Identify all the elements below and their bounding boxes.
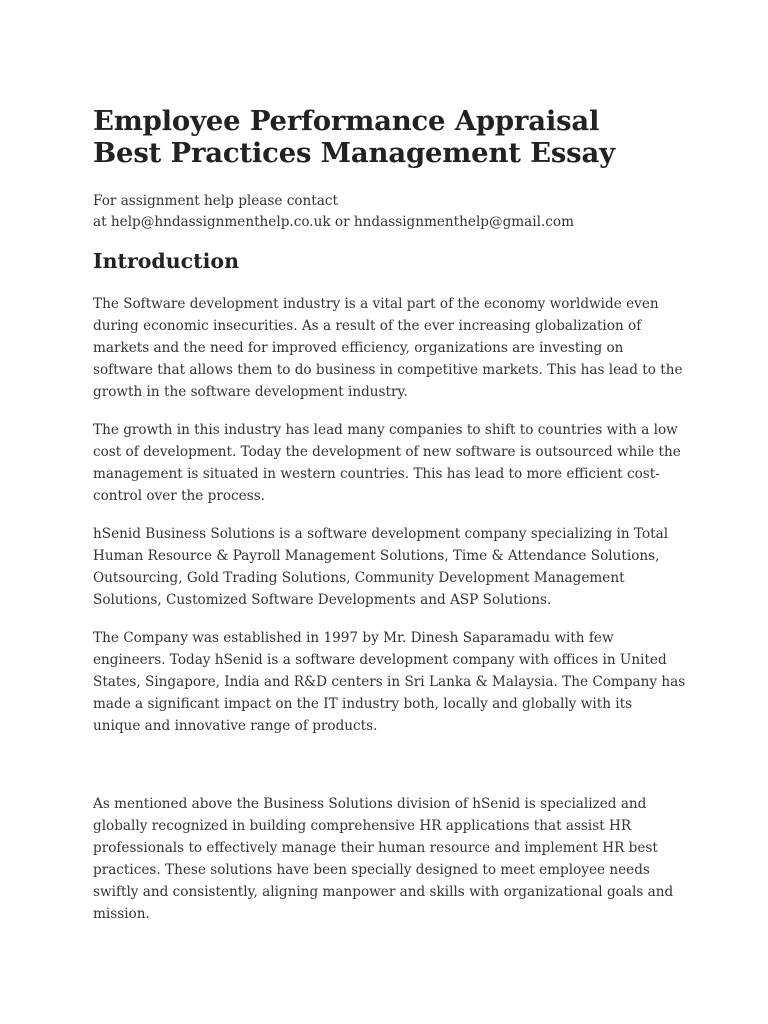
paragraph-line: made a significant impact on the IT industry both, locally and globally with its bbox=[93, 696, 633, 712]
paragraph-line: Outsourcing, Gold Trading Solutions, Community Development Management bbox=[93, 570, 625, 586]
paragraph-line: professionals to effectively manage their human resource and implement HR best bbox=[93, 840, 658, 856]
paragraph-line: unique and innovative range of products. bbox=[93, 718, 378, 734]
paragraph-line: States, Singapore, India and R&D centers in Sri Lanka & Malaysia. The Company has bbox=[93, 674, 686, 690]
paragraph-line: Solutions, Customized Software Developments and ASP Solutions. bbox=[93, 592, 552, 608]
paragraph-line: during economic insecurities. As a result of the ever increasing globalization of bbox=[93, 318, 642, 334]
paragraph-5 bbox=[93, 793, 683, 925]
contact-line-1: For assignment help please contact bbox=[93, 193, 338, 209]
document-title-line-2: Best Practices Management Essay bbox=[93, 137, 615, 169]
paragraph-line: software that allows them to do business in competitive markets. This has lead to the bbox=[93, 362, 683, 378]
document-title bbox=[93, 105, 693, 169]
paragraph-line: markets and the need for improved efficiency, organizations are investing on bbox=[93, 340, 624, 356]
paragraph-line: practices. These solutions have been specially designed to meet employee needs bbox=[93, 862, 650, 878]
paragraph-line: As mentioned above the Business Solutions division of hSenid is specialized and bbox=[93, 796, 647, 812]
paragraph-line: control over the process. bbox=[93, 488, 265, 504]
paragraph-line: management is situated in western countries. This has lead to more efficient cost- bbox=[93, 466, 660, 482]
paragraph-line: swiftly and consistently, aligning manpower and skills with organizational goals and bbox=[93, 884, 674, 900]
paragraph-line: hSenid Business Solutions is a software development company specializing in Total bbox=[93, 526, 669, 542]
paragraph-2 bbox=[93, 419, 683, 507]
paragraph-4 bbox=[93, 627, 686, 737]
paragraph-line: Human Resource & Payroll Management Solutions, Time & Attendance Solutions, bbox=[93, 548, 660, 564]
paragraph-line: globally recognized in building comprehensive HR applications that assist HR bbox=[93, 818, 632, 834]
paragraph-line: The growth in this industry has lead many companies to shift to countries with a low bbox=[93, 422, 678, 438]
paragraph-line: The Software development industry is a vital part of the economy worldwide even bbox=[93, 296, 659, 312]
paragraph-line: growth in the software development industry. bbox=[93, 384, 408, 400]
paragraph-1 bbox=[93, 293, 683, 403]
paragraph-line: The Company was established in 1997 by Mr. Dinesh Saparamadu with few bbox=[93, 630, 614, 646]
paragraph-line: mission. bbox=[93, 906, 150, 922]
paragraph-line: engineers. Today hSenid is a software development company with offices in United bbox=[93, 652, 667, 668]
section-heading-introduction: Introduction bbox=[93, 249, 239, 273]
paragraph-3 bbox=[93, 523, 683, 611]
contact-line-2: at help@hndassignmenthelp.co.uk or hndassignmenthelp@gmail.com bbox=[93, 214, 574, 230]
contact-info bbox=[93, 191, 693, 233]
paragraph-line: cost of development. Today the development of new software is outsourced while the bbox=[93, 444, 681, 460]
document-title-line-1: Employee Performance Appraisal bbox=[93, 105, 600, 137]
